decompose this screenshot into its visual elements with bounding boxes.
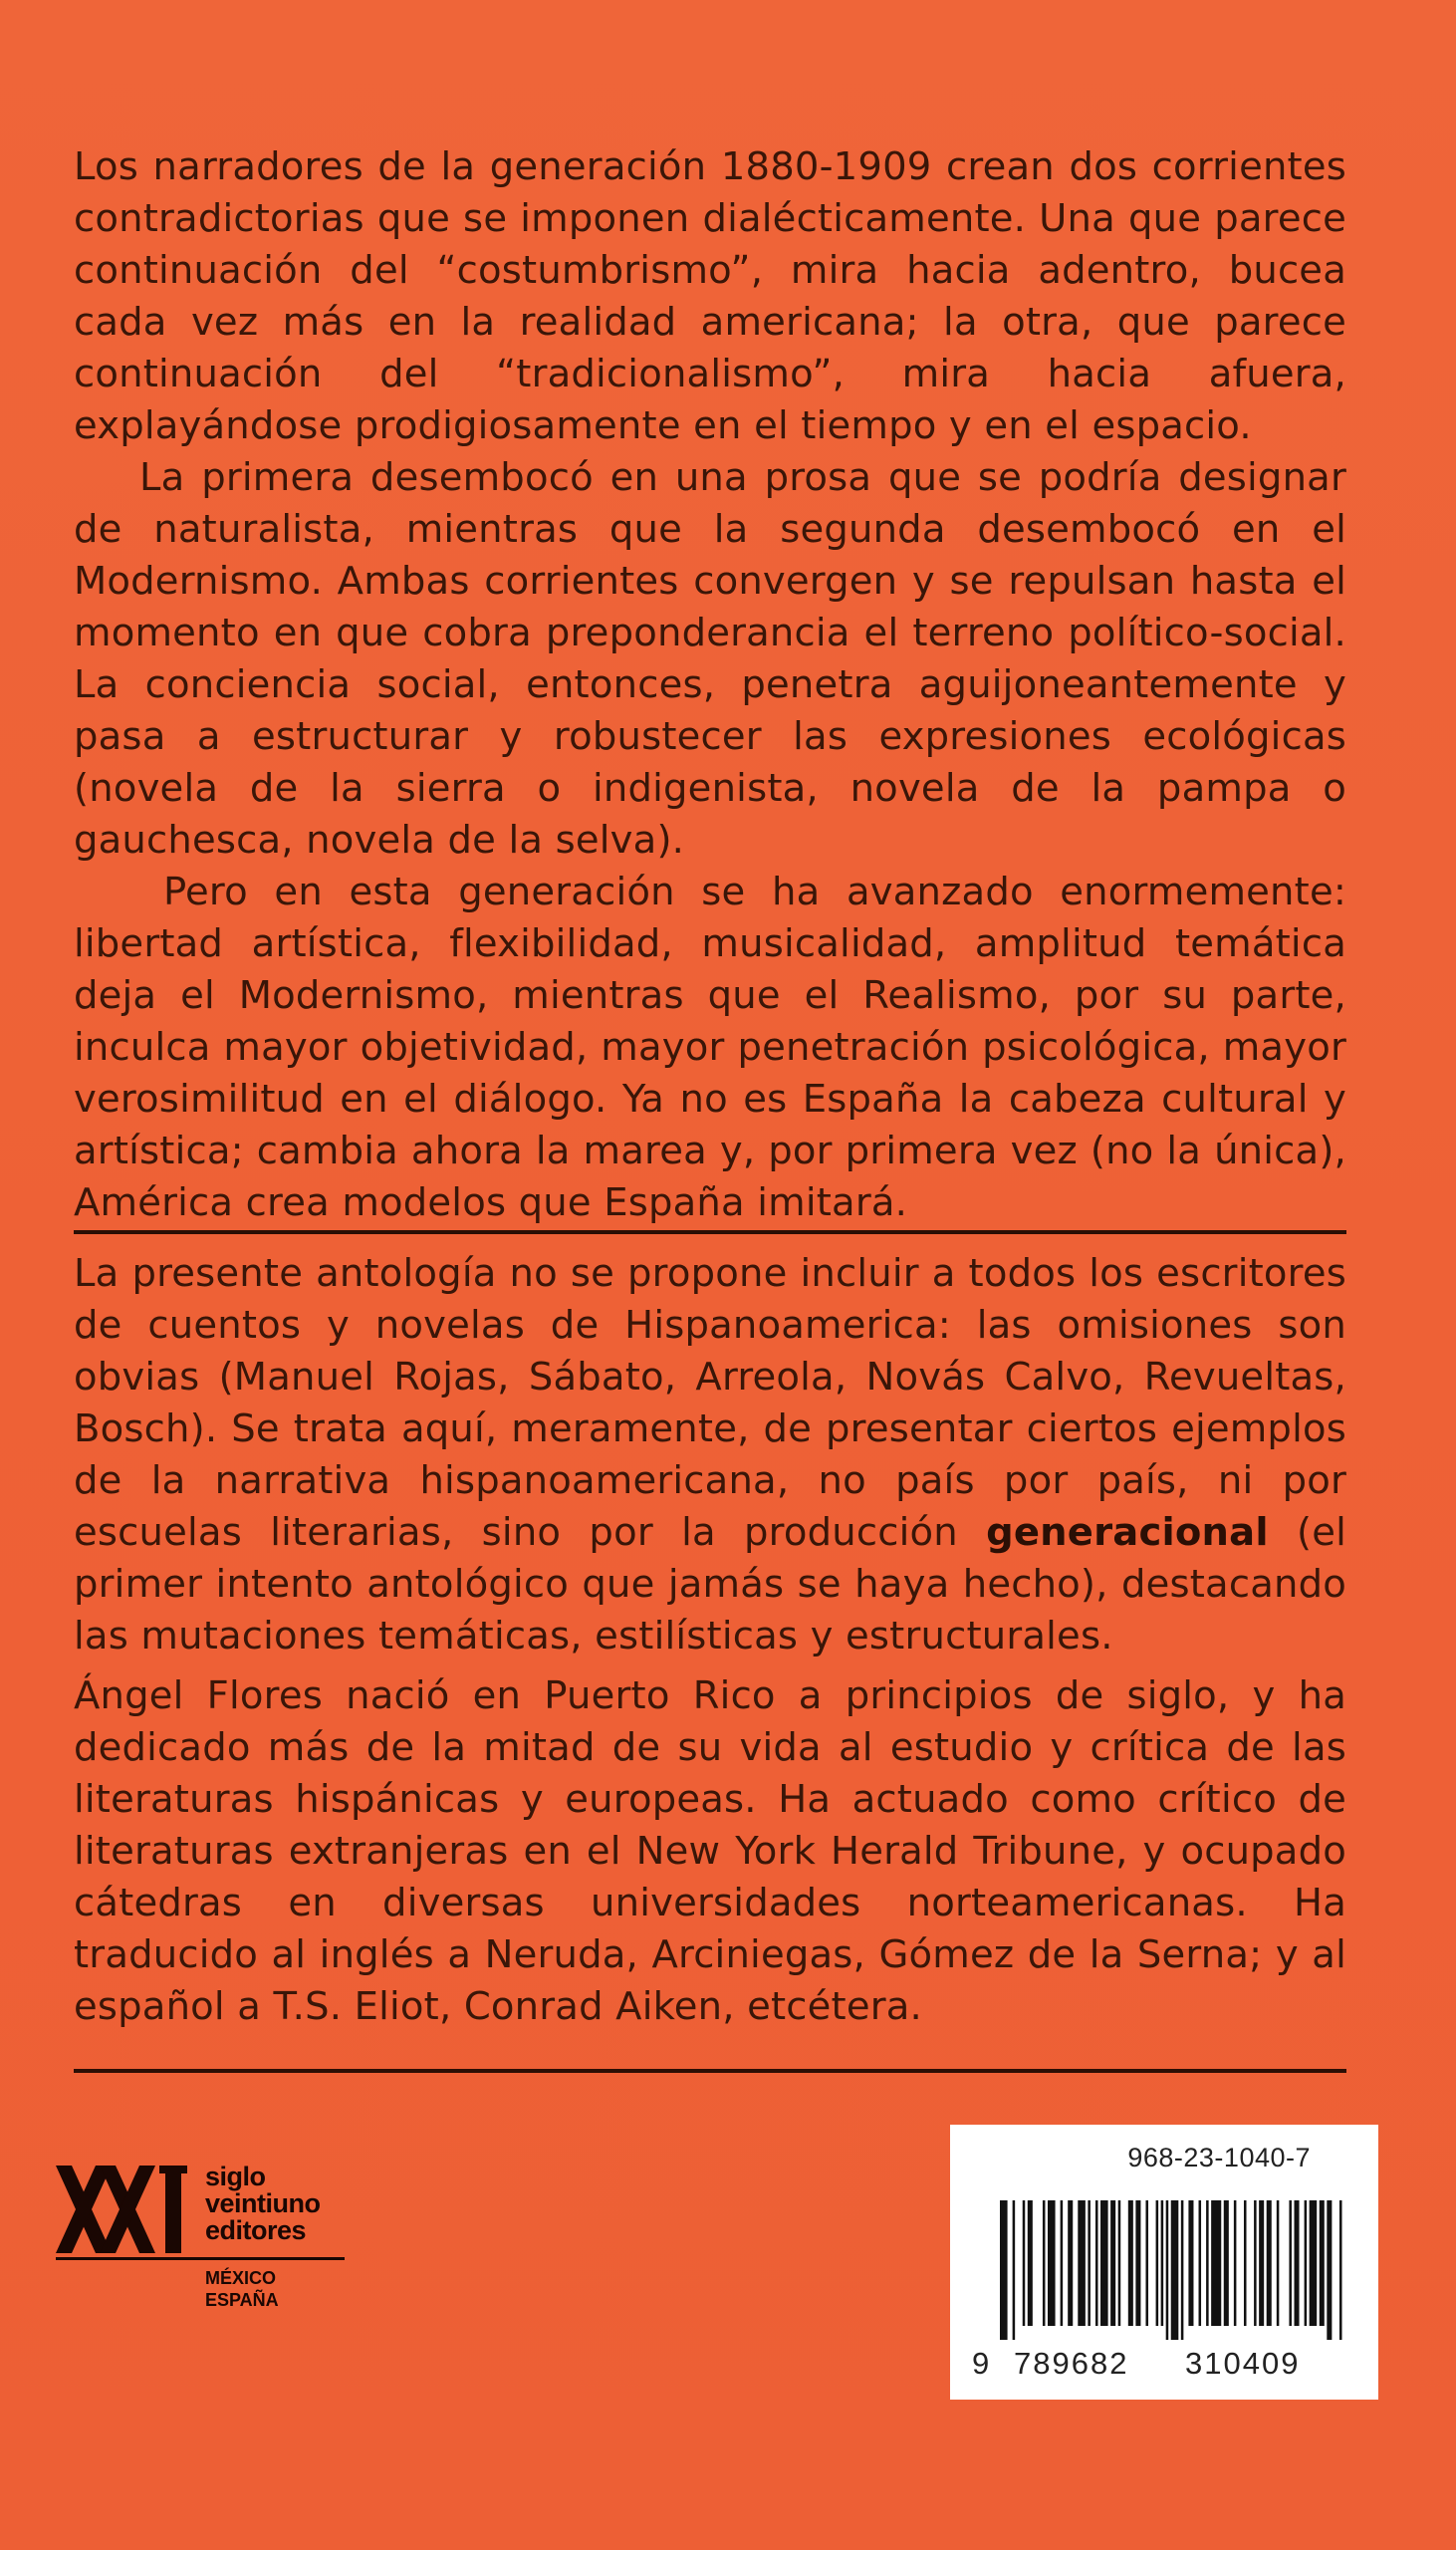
publisher-line-2: veintiuno bbox=[205, 2188, 321, 2218]
description-section bbox=[74, 141, 1346, 1229]
publisher-line-3: editores bbox=[205, 2215, 307, 2245]
divider-rule bbox=[74, 1230, 1346, 1234]
barcode-bar bbox=[1110, 2200, 1115, 2326]
barcode-bar bbox=[1068, 2200, 1073, 2326]
barcode-bar bbox=[1166, 2200, 1169, 2340]
barcode-bar bbox=[1254, 2200, 1257, 2326]
barcode-bar bbox=[1161, 2200, 1164, 2326]
barcode-bar bbox=[1289, 2200, 1292, 2326]
isbn-number: 968-23-1040-7 bbox=[1127, 2143, 1311, 2172]
barcode-bar bbox=[1327, 2200, 1332, 2340]
barcode-bar bbox=[1224, 2200, 1229, 2326]
anthology-section bbox=[74, 1248, 1346, 1662]
barcode-bar bbox=[1078, 2200, 1086, 2326]
paragraph-naturalism: La primera desembocó en una prosa que se podría designar de naturalista, mientras que la segunda desembocó en el Modernismo. Ambas corrientes convergen y se repulsan hasta el momento en que cobra preponderancia el terreno político-social. La conciencia social, entonces, penetra aguijoneantemente y pasa a estructurar y robustecer las expresiones ecológicas (novela de la sierra o indigenista, novela de la pampa o gauchesca, novela de la selva). bbox=[74, 455, 1346, 863]
emphasis-word: generacional bbox=[986, 1510, 1269, 1555]
barcode-bar bbox=[1206, 2200, 1209, 2326]
barcode-bar bbox=[1267, 2200, 1272, 2326]
barcode-bar bbox=[1156, 2200, 1159, 2326]
anthology-text-start: La presente antología no se propone incluir a todos los escritores de cuentos y novelas de Hispanoamerica: las omisiones son obvias (Manuel Rojas, Sábato, Arreola, Novás Calvo, Revueltas, Bosch). Se trata aquí, meramente, de presentar ciertos ejemplos de la narrativa hispanoamericana, no país por país, ni por escuelas literarias, sino por la producción bbox=[74, 1251, 1346, 1555]
paragraph-advances: Pero en esta generación se ha avanzado enormemente: libertad artística, flexibilidad, musicalidad, amplitud temática deja el Modernismo, mientras que el Realismo, por su parte, inculca mayor objetividad, mayor penetración psicológica, mayor verosimilitud en el diálogo. Ya no es España la cabeza cultural y artística; cambia ahora la marea y, por primera vez (no la única), América crea modelos que España imitará. bbox=[74, 870, 1346, 1225]
barcode-bar bbox=[1128, 2200, 1133, 2326]
barcode-bar bbox=[1061, 2200, 1064, 2326]
barcode-bar bbox=[1181, 2200, 1184, 2340]
barcode-digits-right: 310409 bbox=[1185, 2346, 1301, 2381]
barcode-bar bbox=[1294, 2200, 1299, 2326]
barcode-digits-left: 789682 bbox=[1014, 2346, 1129, 2381]
barcode-bar bbox=[1171, 2200, 1179, 2340]
barcode-bar bbox=[1277, 2200, 1280, 2326]
paragraph-author-bio: Ángel Flores nació en Puerto Rico a principios de siglo, y ha dedicado más de la mitad de su vida al estudio y crítica de las literaturas hispánicas y europeas. Ha actuado como crítico de literaturas extranjeras en el New York Herald Tribune, y ocupado cátedras en diversas universidades norteamericanas. Ha traducido al inglés a Neruda, Arciniegas, Gómez de la Serna; y al español a T.S. Eliot, Conrad Aiken, etcétera. bbox=[74, 1673, 1346, 2029]
barcode-bar bbox=[1310, 2200, 1318, 2326]
barcode-bar bbox=[1088, 2200, 1091, 2326]
barcode-bar bbox=[1188, 2200, 1193, 2326]
barcode-bar bbox=[1339, 2200, 1342, 2340]
barcode-bar bbox=[1244, 2200, 1247, 2326]
barcode-bar bbox=[1118, 2200, 1121, 2326]
barcode-bar bbox=[1320, 2200, 1325, 2326]
publisher-line-1: siglo bbox=[205, 2162, 266, 2191]
barcode-bar bbox=[1234, 2200, 1237, 2326]
anthology-text-end: (el primer intento antológico que jamás se haya hecho), destacando las mutaciones temáticas, estilísticas y estructurales. bbox=[74, 1510, 1346, 1658]
publisher-name bbox=[205, 2164, 321, 2244]
barcode-bar bbox=[1199, 2200, 1202, 2326]
barcode-bar bbox=[1043, 2200, 1046, 2326]
barcode-bar bbox=[1259, 2200, 1264, 2326]
publisher-rule bbox=[56, 2257, 345, 2260]
barcode-bar bbox=[1023, 2200, 1026, 2326]
barcode-icon bbox=[1000, 2200, 1344, 2340]
barcode-panel bbox=[950, 2125, 1378, 2400]
barcode-bar bbox=[1135, 2200, 1140, 2326]
publisher-city-2: ESPAÑA bbox=[205, 2290, 279, 2310]
barcode-bar bbox=[1013, 2200, 1016, 2340]
author-bio-section bbox=[74, 1670, 1346, 2033]
barcode-bar bbox=[1145, 2200, 1148, 2326]
paragraph-generation: Los narradores de la generación 1880-1909 crean dos corrientes contradictorias que se imponen dialécticamente. Una que parece continuación del “costumbrismo”, mira hacia adentro, bucea cada vez más en la realidad americana; la otra, que parece continuación del “tradicionalismo”, mira hacia afuera, explayándose prodigiosamente en el tiempo y en el espacio. bbox=[74, 144, 1346, 448]
barcode-bar bbox=[1211, 2200, 1221, 2326]
barcode-digit-first: 9 bbox=[972, 2346, 992, 2381]
barcode-bar bbox=[1100, 2200, 1108, 2326]
barcode-bar bbox=[1000, 2200, 1008, 2340]
publisher-logo bbox=[56, 2162, 374, 2321]
publisher-cities bbox=[205, 2267, 279, 2311]
publisher-city-1: MÉXICO bbox=[205, 2268, 277, 2288]
barcode-bar bbox=[1028, 2200, 1033, 2326]
barcode-bar bbox=[1048, 2200, 1056, 2326]
publisher-xxi-mark-icon bbox=[56, 2162, 205, 2261]
barcode-bar bbox=[1305, 2200, 1308, 2326]
barcode-bar bbox=[1095, 2200, 1098, 2326]
paragraph-anthology bbox=[74, 1248, 1346, 1662]
divider-rule bbox=[74, 2069, 1346, 2073]
